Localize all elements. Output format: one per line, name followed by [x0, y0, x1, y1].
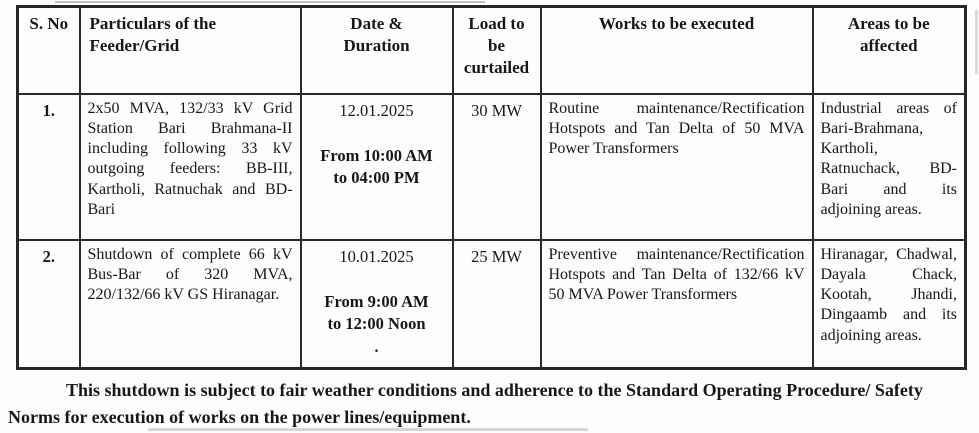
col-header-areas: Areas to be affected [813, 7, 966, 94]
row1-date-duration-cell [301, 94, 453, 240]
row2-date: 10.01.2025 [339, 246, 414, 266]
col-header-load: Load to be curtailed [453, 7, 541, 94]
scan-artifact-bottom [148, 428, 588, 431]
row2-sno: 2. [18, 240, 80, 369]
scan-artifact-right [975, 10, 978, 74]
footer-note: This shutdown is subject to fair weather conditions and adherence to the Standard Operating Procedure/ Safety Norms for execution of works on the power lines/equipment. [8, 380, 923, 427]
scan-artifact-top [55, 1, 485, 3]
row1-date: 12.01.2025 [339, 100, 414, 120]
col-header-sno: S. No [18, 7, 80, 94]
row1-works: Routine maintenance/Rectification Hotspots and Tan Delta of 50 MVA Power Transformers [541, 94, 813, 240]
row2-load: 25 MW [453, 240, 541, 369]
row1-duration: From 10:00 AM to 04:00 PM [320, 146, 433, 187]
table-row-2 [18, 240, 966, 369]
row1-particulars: 2x50 MVA, 132/33 kV Grid Station Bari Brahmana-II including following 33 kV outgoing feeders: BB-III, Kartholi, Ratnuchak and BD-Bari [80, 94, 301, 240]
row1-load: 30 MW [453, 94, 541, 240]
header-row [18, 7, 966, 94]
table-row-1 [18, 94, 966, 240]
row1-areas: Industrial areas of Bari-Brahmana, Kartholi, Ratnuchack, BD-Bari and its adjoining areas. [813, 94, 966, 240]
row2-duration: From 9:00 AM to 12:00 Noon [324, 292, 429, 333]
col-header-date-duration-label: Date & Duration [343, 14, 410, 55]
row1-sno: 1. [18, 94, 80, 240]
row2-date-duration-cell [301, 240, 453, 369]
row2-particulars: Shutdown of complete 66 kV Bus-Bar of 320 MVA, 220/132/66 kV GS Hiranagar. [80, 240, 301, 369]
row2-works: Preventive maintenance/Rectification Hotspots and Tan Delta of 132/66 kV 50 MVA Power Transformers [541, 240, 813, 369]
shutdown-schedule-table [16, 5, 967, 370]
row2-duration-note: . [374, 339, 379, 357]
col-header-particulars: Particulars of the Feeder/Grid [80, 7, 301, 94]
col-header-date-duration [301, 7, 453, 94]
col-header-works: Works to be executed [541, 7, 813, 94]
row2-areas: Hiranagar, Chadwal, Dayala Chack, Kootah, Jhandi, Dingaamb and its adjoining areas. [813, 240, 966, 369]
